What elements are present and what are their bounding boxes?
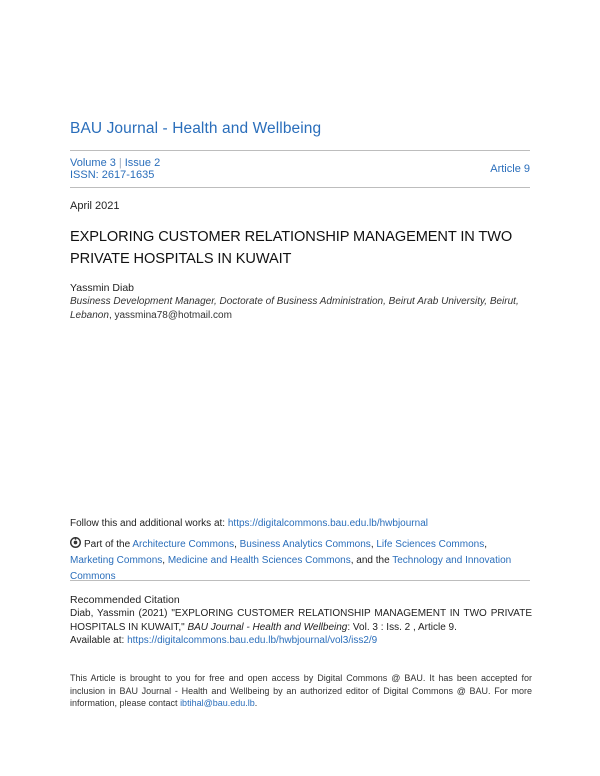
digital-commons-network-icon <box>70 537 81 548</box>
article-number-link[interactable]: Article 9 <box>490 163 530 175</box>
citation-journal: BAU Journal - Health and Wellbeing <box>187 621 348 633</box>
author-affiliation <box>70 295 532 323</box>
access-end: . <box>254 698 258 708</box>
citation-divider <box>70 580 530 581</box>
contact-email-link[interactable]: ibtihal@bau.edu.lb <box>180 698 255 708</box>
author-name: Yassmin Diab <box>70 282 134 294</box>
citation-text: Diab, Yassmin (2021) "EXPLORING CUSTOMER RELATIONSHIP MANAGEMENT IN TWO PRIVATE HOSPITALS IN KUWAIT," <box>70 608 532 633</box>
list-separator: , <box>370 539 377 550</box>
issue-link[interactable]: Issue 2 <box>124 157 161 169</box>
link-life-sciences-commons[interactable]: Life Sciences Commons <box>376 539 485 550</box>
list-and-separator: , and the <box>350 555 393 566</box>
article-title: EXPLORING CUSTOMER RELATIONSHIP MANAGEMENT IN TWO PRIVATE HOSPITALS IN KUWAIT <box>70 229 513 267</box>
journal-title-link[interactable]: BAU Journal - Health and Wellbeing <box>70 120 322 137</box>
follow-line <box>70 518 428 529</box>
separator: | <box>118 157 122 169</box>
follow-label: Follow this and additional works at: <box>70 518 228 529</box>
top-divider <box>70 150 530 151</box>
citation-volume: : Vol. 3 : Iss. 2 , Article 9. <box>347 621 457 633</box>
recommended-citation <box>70 607 532 648</box>
list-separator: , <box>484 539 487 550</box>
volume-issue <box>70 157 160 169</box>
follow-url-link[interactable]: https://digitalcommons.bau.edu.lb/hwbjournal <box>227 518 428 529</box>
link-medicine-health-sciences-commons[interactable]: Medicine and Health Sciences Commons <box>167 555 351 566</box>
link-business-analytics-commons[interactable]: Business Analytics Commons <box>239 539 371 550</box>
author-email: , yassmina78@hotmail.com <box>108 310 232 321</box>
link-architecture-commons[interactable]: Architecture Commons <box>132 539 235 550</box>
available-label: Available at: <box>70 635 128 646</box>
affiliation-text: Business Development Manager, Doctorate of Business Administration, Beirut Arab University, Beirut, Lebanon <box>70 296 519 321</box>
list-separator: , <box>234 539 240 550</box>
open-access-notice <box>70 672 532 710</box>
volume-link[interactable]: Volume 3 <box>70 157 116 169</box>
list-separator: , <box>162 555 168 566</box>
header-divider <box>70 187 530 188</box>
available-url-link[interactable]: https://digitalcommons.bau.edu.lb/hwbjournal/vol3/iss2/9 <box>127 635 378 646</box>
link-technology-innovation-commons[interactable]: Technology and Innovation Commons <box>70 555 512 582</box>
publication-date: April 2021 <box>70 200 120 212</box>
part-of-prefix: Part of the <box>84 539 133 550</box>
link-marketing-commons[interactable]: Marketing Commons <box>70 555 163 566</box>
issn-link[interactable]: ISSN: 2617-1635 <box>70 169 155 181</box>
access-text: This Article is brought to you for free and open access by Digital Commons @ BAU. It has been accepted for inclusion in BAU Journal - Health and Wellbeing by an authorized editor of Digital Commons @ BAU. For more information, please contact <box>70 673 532 708</box>
recommended-citation-heading: Recommended Citation <box>70 594 180 606</box>
part-of-disciplines <box>70 537 532 585</box>
